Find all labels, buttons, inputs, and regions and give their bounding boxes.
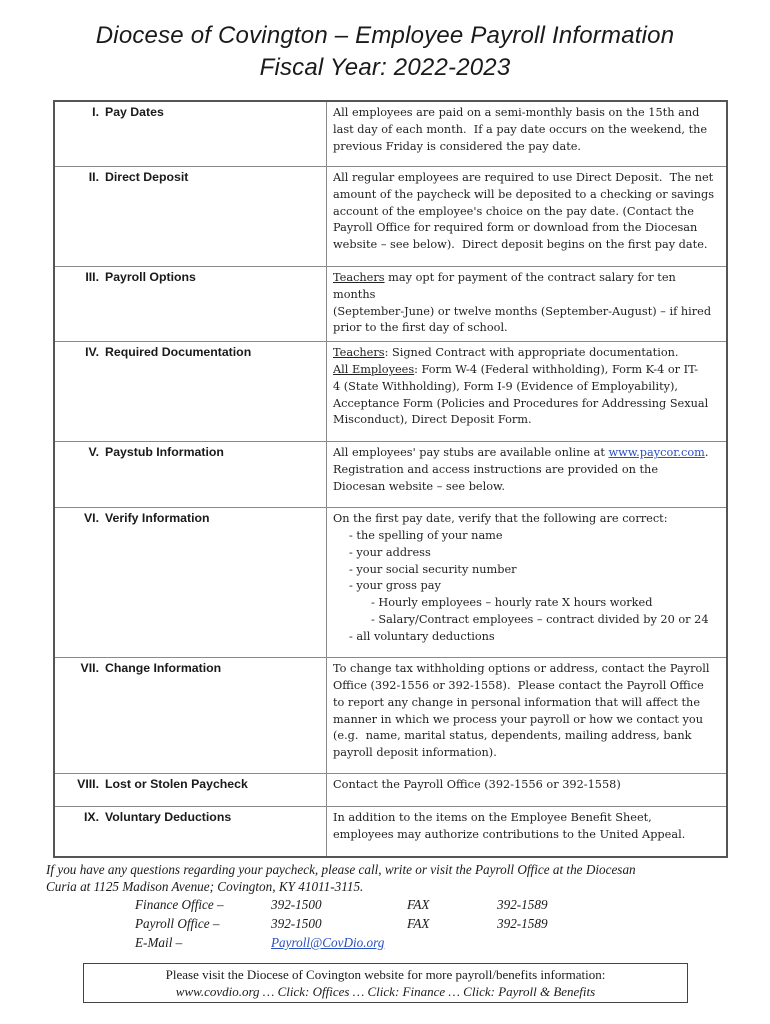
section-description: Teachers: Signed Contract with appropriate documentation. All Employees: Form W-4 (Federal withholding), Form K-4 or IT- 4 (State Withholding), Form I-9 (Evidence of Employability), Acceptance Form (Policies and Procedures for Addressing Sexual Misconduct), Direct Deposit Form.	[327, 342, 728, 442]
table-row	[54, 508, 727, 658]
table-row	[54, 342, 727, 442]
page-title: Diocese of Covington – Employee Payroll Information	[95, 22, 675, 49]
section-label: VIII. Lost or Stolen Paycheck	[54, 774, 327, 807]
section-description: To change tax withholding options or address, contact the Payroll Office (392-1556 or 392-1558). Please contact the Payroll Office to report any change in personal information that will affect the manner in which we process your payroll or how we contact you (e.g. name, marital status, dependents, mailing address, bank payroll deposit information).	[327, 658, 728, 774]
section-description: On the first pay date, verify that the following are correct: - the spelling of your name - your address - your social security number - your gross pay - Hourly employees – hourly rate X hours worked - Salary/Contract employees – contract divided by 20 or 24 - all voluntary deductions	[327, 508, 728, 658]
table-row	[54, 807, 727, 858]
email-link[interactable]: Payroll@CovDio.org	[271, 935, 385, 950]
section-description: All employees' pay stubs are available online at www.paycor.com. Registration and access instructions are provided on the Diocesan website – see below.	[327, 442, 728, 508]
table-row	[54, 774, 727, 807]
paycor-link[interactable]: www.paycor.com	[608, 446, 705, 460]
section-label: IV. Required Documentation	[54, 342, 327, 442]
section-label: V. Paystub Information	[54, 442, 327, 508]
website-info-box: Please visit the Diocese of Covington website for more payroll/benefits information: www.covdio.org … Click: Offices … Click: Finance … Click: Payroll & Benefits	[83, 963, 688, 1003]
table-row	[54, 167, 727, 267]
section-description: Teachers may opt for payment of the contract salary for ten months (September-June) or twelve months (September-August) – if hired prior to the first day of school.	[327, 267, 728, 342]
section-label: IX. Voluntary Deductions	[54, 807, 327, 858]
section-description: In addition to the items on the Employee Benefit Sheet, employees may authorize contributions to the United Appeal.	[327, 807, 728, 858]
section-description: Contact the Payroll Office (392-1556 or 392-1558)	[327, 774, 728, 807]
section-label: VII. Change Information	[54, 658, 327, 774]
section-label: II. Direct Deposit	[54, 167, 327, 267]
payroll-info-table	[53, 100, 728, 858]
section-description: All employees are paid on a semi-monthly basis on the 15th and last day of each month. If a pay date occurs on the weekend, the previous Friday is considered the pay date.	[327, 101, 728, 167]
fiscal-year-title: Fiscal Year: 2022-2023	[259, 54, 511, 81]
section-label: I. Pay Dates	[54, 101, 327, 167]
table-row	[54, 442, 727, 508]
section-label: VI. Verify Information	[54, 508, 327, 658]
table-row	[54, 658, 727, 774]
section-label: III. Payroll Options	[54, 267, 327, 342]
contact-paragraph: If you have any questions regarding your paycheck, please call, write or visit the Payroll Office at the Diocesan Curia at 1125 Madison Avenue; Covington, KY 41011-3115.	[46, 862, 636, 894]
table-row	[54, 267, 727, 342]
section-description: All regular employees are required to use Direct Deposit. The net amount of the paycheck will be deposited to a checking or savings account of the employee's choice on the pay date. (Contact the Payroll Office for required form or download from the Diocesan website – see below). Direct deposit begins on the first pay date.	[327, 167, 728, 267]
table-row	[54, 101, 727, 167]
